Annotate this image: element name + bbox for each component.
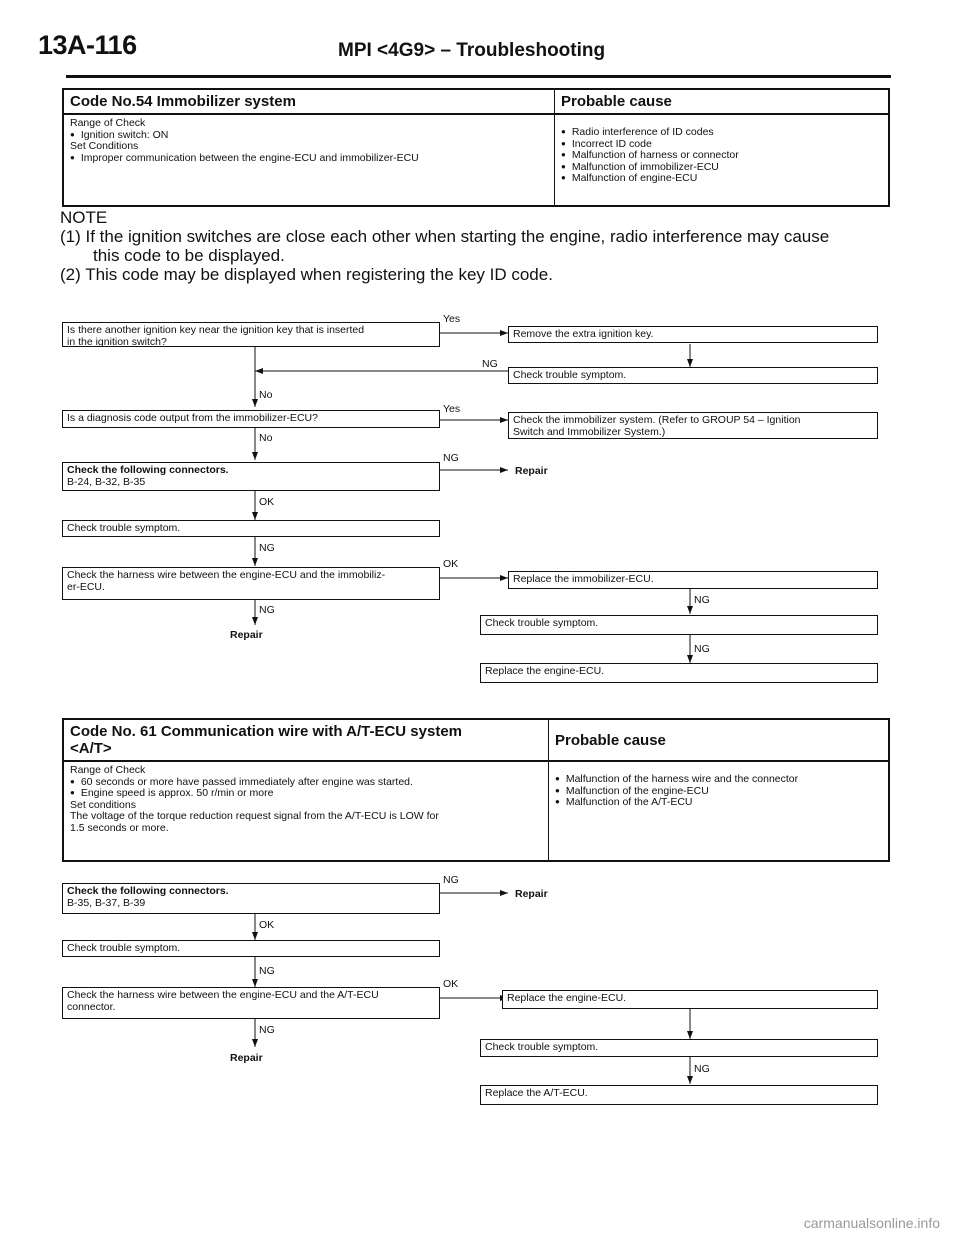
label-ok: OK bbox=[443, 978, 459, 990]
label-ok: OK bbox=[259, 496, 275, 508]
note-heading: NOTE bbox=[60, 208, 108, 227]
set-item: ● Improper communication between the engine-ECU and immobilizer-ECU bbox=[70, 153, 548, 165]
label-ng: NG bbox=[259, 1024, 275, 1036]
box-text: in the ignition switch? bbox=[67, 335, 167, 348]
range-item: ● 60 seconds or more have passed immediately after engine was started. bbox=[70, 777, 542, 789]
label-ng: NG bbox=[443, 452, 459, 464]
code61-table bbox=[62, 718, 890, 862]
flow54-repair-harness: Repair bbox=[230, 629, 263, 641]
code61-cause-header: Probable cause bbox=[549, 719, 890, 761]
note-line: this code to be displayed. bbox=[93, 246, 285, 265]
flow61-check-connectors bbox=[62, 883, 440, 914]
cause-item: ● Malfunction of the A/T-ECU bbox=[555, 797, 882, 809]
flow61-repair-harness: Repair bbox=[230, 1052, 263, 1064]
set-text: 1.5 seconds or more. bbox=[70, 821, 169, 834]
label-ng: NG bbox=[443, 874, 459, 886]
flow61-repair-connectors: Repair bbox=[515, 888, 548, 900]
label-ng: NG bbox=[694, 594, 710, 606]
label-no: No bbox=[259, 432, 273, 444]
note-line: (2) This code may be displayed when registering the key ID code. bbox=[60, 265, 553, 284]
box-title: Check the following connectors. bbox=[67, 464, 229, 476]
code61-title-line: <A/T> bbox=[70, 740, 112, 757]
cause-item: ● Malfunction of the harness wire and the connector bbox=[555, 774, 882, 786]
cause-item: ● Malfunction of immobilizer-ECU bbox=[561, 162, 882, 174]
code61-title bbox=[63, 719, 549, 761]
flow54-check-trouble-symptom: Check trouble symptom. bbox=[508, 367, 878, 384]
box-text: Check the immobilizer system. (Refer to GROUP 54 – Ignition bbox=[513, 414, 801, 426]
code54-title: Code No.54 Immobilizer system bbox=[63, 89, 555, 114]
code54-cause-header: Probable cause bbox=[555, 89, 890, 114]
range-item: ● Ignition switch: ON bbox=[70, 130, 548, 142]
flow61-check-harness bbox=[62, 987, 440, 1019]
flow54-repair-connectors: Repair bbox=[515, 465, 548, 477]
page-title: MPI <4G9> – Troubleshooting bbox=[338, 40, 606, 61]
flow54-check-connectors bbox=[62, 462, 440, 491]
range-item: ● Engine speed is approx. 50 r/min or more bbox=[70, 788, 542, 800]
watermark-footer: carmanualsonline.info bbox=[803, 1215, 940, 1231]
code61-causes bbox=[549, 761, 890, 861]
flow54-remove-extra-key: Remove the extra ignition key. bbox=[508, 326, 878, 343]
flow54-question-extra-key bbox=[62, 322, 440, 347]
flow54-check-harness bbox=[62, 567, 440, 600]
label-ng: NG bbox=[259, 604, 275, 616]
box-text: Check the harness wire between the engine-ECU and the A/T-ECU bbox=[67, 989, 379, 1001]
set-label: Set Conditions bbox=[70, 140, 139, 152]
label-yes: Yes bbox=[443, 313, 461, 325]
flow61-replace-at-ecu: Replace the A/T-ECU. bbox=[480, 1085, 878, 1105]
flow54-check-trouble-symptom-2: Check trouble symptom. bbox=[62, 520, 440, 537]
cause-item: ● Radio interference of ID codes bbox=[561, 127, 882, 139]
flow54-check-trouble-symptom-3: Check trouble symptom. bbox=[480, 615, 878, 635]
code61-conditions bbox=[63, 761, 549, 861]
label-ng: NG bbox=[694, 1063, 710, 1075]
label-ok: OK bbox=[259, 919, 275, 931]
flow61-check-trouble-symptom: Check trouble symptom. bbox=[62, 940, 440, 957]
set-text: The voltage of the torque reduction request signal from the A/T-ECU is LOW for bbox=[70, 810, 439, 822]
label-ok: OK bbox=[443, 558, 459, 570]
label-ng: NG bbox=[482, 358, 498, 370]
page-number: 13A-116 bbox=[38, 30, 137, 60]
flow54-question-diagnosis-code: Is a diagnosis code output from the immobilizer-ECU? bbox=[62, 410, 440, 428]
connector-list: B-35, B-37, B-39 bbox=[67, 896, 146, 909]
flow54-replace-engine-ecu: Replace the engine-ECU. bbox=[480, 663, 878, 683]
label-ng: NG bbox=[259, 965, 275, 977]
note-line: (1) If the ignition switches are close each other when starting the engine, radio interference may cause bbox=[60, 227, 830, 246]
label-ng: NG bbox=[259, 542, 275, 554]
flow61-replace-engine-ecu: Replace the engine-ECU. bbox=[502, 990, 878, 1009]
label-yes: Yes bbox=[443, 403, 461, 415]
set-label: Set conditions bbox=[70, 798, 136, 811]
label-ng: NG bbox=[694, 643, 710, 655]
box-title: Check the following connectors. bbox=[67, 885, 229, 897]
connector-list: B-24, B-32, B-35 bbox=[67, 475, 146, 488]
flow61-check-trouble-symptom-2: Check trouble symptom. bbox=[480, 1039, 878, 1057]
cause-item: ● Malfunction of the engine-ECU bbox=[555, 786, 882, 798]
cause-item: ● Malfunction of harness or connector bbox=[561, 150, 882, 162]
cause-item: ● Incorrect ID code bbox=[561, 139, 882, 151]
box-text: Check the harness wire between the engine-ECU and the immobiliz- bbox=[67, 569, 386, 581]
flow54-check-immobilizer-system bbox=[508, 412, 878, 439]
box-text: connector. bbox=[67, 1000, 116, 1013]
box-text: er-ECU. bbox=[67, 580, 105, 593]
code61-title-line: Code No. 61 Communication wire with A/T-ECU system bbox=[70, 723, 463, 740]
box-text: Is there another ignition key near the ignition key that is inserted bbox=[67, 324, 365, 336]
box-text: Switch and Immobilizer System.) bbox=[513, 425, 666, 438]
range-label: Range of Check bbox=[70, 117, 146, 129]
range-label: Range of Check bbox=[70, 764, 146, 776]
cause-item: ● Malfunction of engine-ECU bbox=[561, 173, 882, 185]
label-no: No bbox=[259, 389, 273, 401]
flow54-replace-immobilizer-ecu: Replace the immobilizer-ECU. bbox=[508, 571, 878, 589]
